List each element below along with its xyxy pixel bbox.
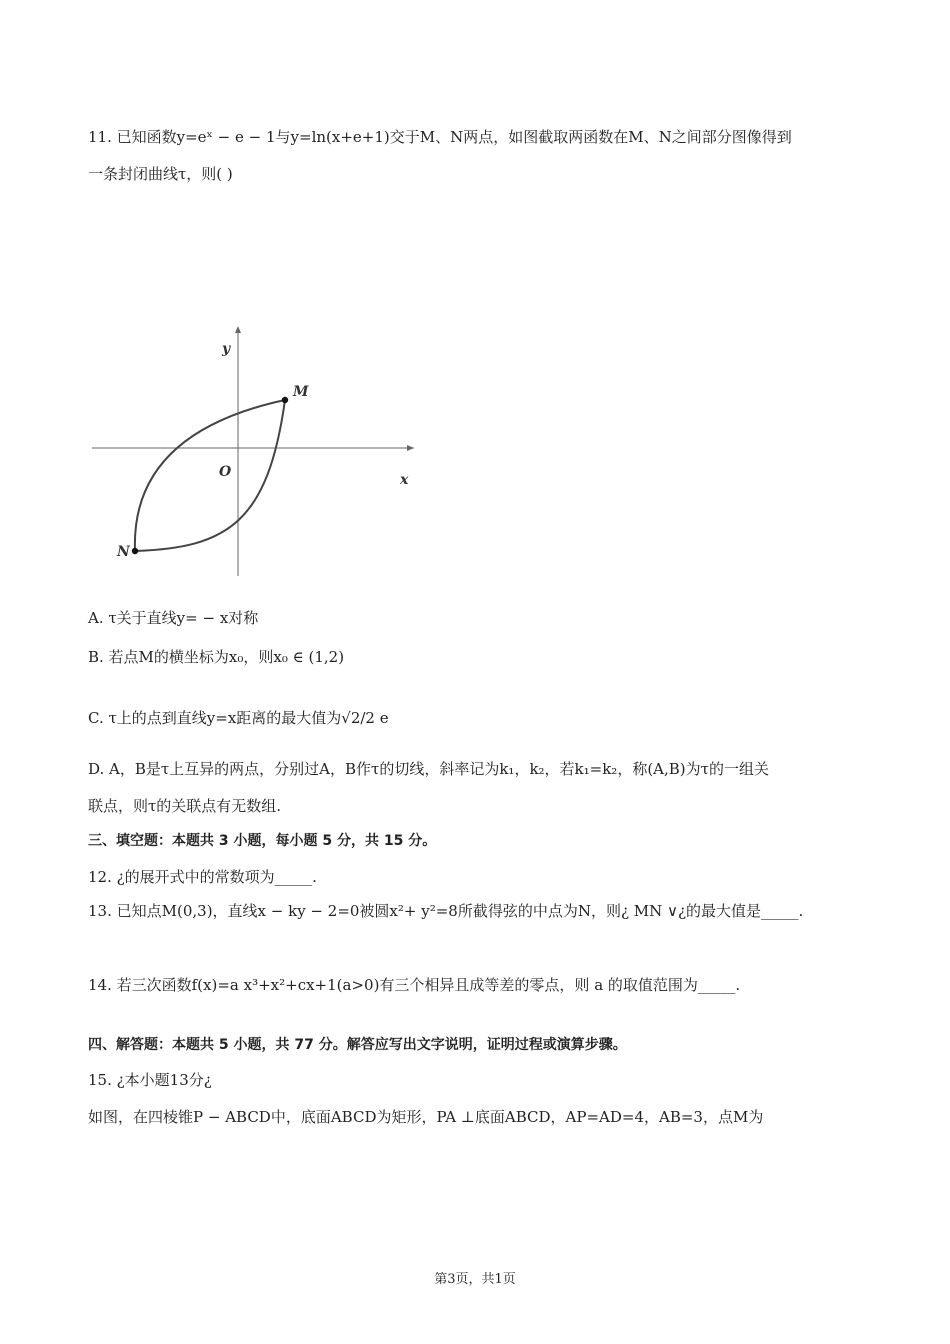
point-m-label: M [293,384,309,400]
q11-stem-line2: 一条封闭曲线τ，则( ) [88,165,233,183]
section-3-heading: 三、填空题：本题共 3 小题，每小题 5 分，共 15 分。 [88,833,437,849]
page-footer: 第3页，共1页 [434,1272,516,1287]
x-axis-label: x [400,472,409,488]
option-c: C. τ上的点到直线y=x距离的最大值为√2/2 e [88,709,389,727]
question-15-head: 15. ¿本小题13分¿ [88,1071,212,1089]
point-n-label: N [117,544,130,560]
option-a: A. τ关于直线y= − x对称 [88,609,259,627]
origin-label: O [219,464,232,480]
question-14: 14. 若三次函数f(x)=a x³+x²+cx+1(a>0)有三个相异且成等差的零点，则 a 的取值范围为_____. [88,976,741,994]
log-curve [135,400,285,551]
y-axis-label: y [222,341,231,357]
question-15-body: 如图，在四棱锥P − ABCD中，底面ABCD为矩形，PA ⊥底面ABCD，AP=AD=4，AB=3，点M为 [88,1108,764,1126]
option-d-line2: 联点，则τ的关联点有无数组. [88,797,282,815]
point-n-dot [132,548,138,554]
q11-stem-line1: 11. 已知函数y=eˣ − e − 1与y=ln(x+e+1)交于M、N两点，如图截取两函数在M、N之间部分图像得到 [88,128,792,146]
exp-curve [135,400,285,551]
section-4-heading: 四、解答题：本题共 5 小题，共 77 分。解答应写出文字说明，证明过程或演算步骤。 [88,1037,627,1053]
y-axis-arrow [235,326,241,333]
question-12: 12. ¿的展开式中的常数项为_____. [88,868,317,886]
option-d-line1: D. A，B是τ上互异的两点，分别过A，B作τ的切线，斜率记为k₁，k₂，若k₁=k₂，称(A,B)为τ的一组关 [88,760,769,778]
closed-curve-figure [88,322,428,584]
option-b: B. 若点M的横坐标为x₀，则x₀ ∈ (1,2) [88,648,345,666]
point-m-dot [282,397,288,403]
x-axis-arrow [407,445,414,451]
question-13: 13. 已知点M(0,3)，直线x − ky − 2=0被圆x²+ y²=8所截得弦的中点为N，则¿ MN ∨¿的最大值是_____. [88,902,804,920]
